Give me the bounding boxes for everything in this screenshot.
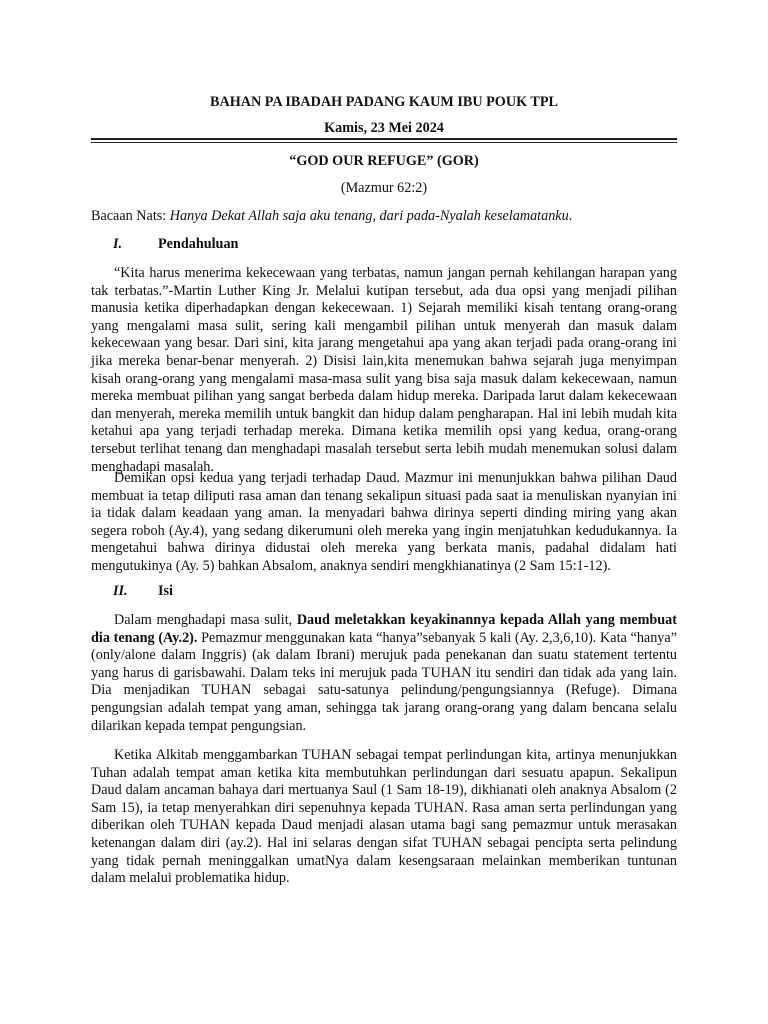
paragraph-isi-2: Ketika Alkitab menggambarkan TUHAN sebagai tempat perlindungan kita, artinya menunjukkan Tuhan adalah tempat aman ketika kita membutuhkan perlindungan dari sesuatu apapun. Sekalipun Daud dalam ancaman bahaya dari mertuanya Saul (1 Sam 18-19), dikhianati oleh anaknya Absalom (2 Sam 15), ia tetap menyerahkan diri sepenuhnya kepada TUHAN. Rasa aman serta perlindungan yang diberikan oleh TUHAN kepada Daud menjadi alasan utama bagi sang pemazmur untuk merasakan ketenangan dalam diri (ay.2). Hal ini selaras dengan sifat TUHAN sebagai pencipta serta pelindung yang tidak pernah meninggalkan umatNya dalam kesengsaraan melainkan memberikan tuntunan dalam melalui problematika hidup. (91, 747, 677, 887)
document-title: BAHAN PA IBADAH PADANG KAUM IBU POUK TPL (210, 94, 558, 110)
section-title: Isi (158, 583, 173, 599)
paragraph-isi-1 (91, 612, 677, 735)
isi-1-rest: Pemazmur menggunakan kata “hanya”sebanyak 5 kali (Ay. 2,3,6,10). Kata “hanya” (only/alone dalam Inggris) (ak dalam Ibrani) merujuk pada penekanan dan suatu statement tertentu yang harus di garisbawahi. Dalam teks ini merujuk pada TUHAN itu sendiri dan tidak ada yang lain. Dia menjadikan TUHAN sebagai satu-satunya pelindung/pengungsiannya (Refuge). Dimana pengungsian adalah tempat yang aman, sehingga tak jarang orang-orang yang dalam bencana selalu dilarikan kepada tempat pengungsian. (91, 629, 678, 734)
bacaan-label: Bacaan Nats: (91, 208, 170, 224)
document-date: Kamis, 23 Mei 2024 (324, 120, 444, 136)
rule-thin (91, 142, 677, 143)
rule-thick (91, 138, 677, 140)
isi-1-start: Dalam menghadapi masa sulit, (114, 612, 297, 628)
paragraph-intro-2: Demikan opsi kedua yang terjadi terhadap Daud. Mazmur ini menunjukkan bahwa pilihan Daud membuat ia tetap diliputi rasa aman dan tenang sekalipun situasi pada saat ia menuliskan nyanyian ini ia tidak dalam keadaan yang aman. Ia menyadari bahwa dirinya seperti dinding miring yang akan segera roboh (Ay.4), yang sedang dikerumuni oleh mereka yang ingin menjatuhkan kedudukannya. Ia mengetahui bahwa dirinya didustai oleh mereka yang berkata manis, padahal didalam hati mengutukinya (Ay. 5) bahkan Absalom, anaknya sendiri mengkhianatinya (2 Sam 15:1-12). (91, 470, 677, 574)
bacaan-nats (91, 208, 677, 226)
section-title: Pendahuluan (158, 236, 239, 252)
theme-title: “GOD OUR REFUGE” (GOR) (289, 153, 479, 169)
paragraph-intro-1: “Kita harus menerima kekecewaan yang terbatas, namun jangan pernah kehilangan harapan yang tak terbatas.”-Martin Luther King Jr. Melalui kutipan tersebut, ada dua opsi yang menjadi pilihan manusia ketika diperhadapkan dengan kekecewaan. 1) Sejarah memiliki kisah tentang orang-orang yang mengalami masa sulit, sering kali mengambil pilihan untuk menyerah dan masuk dalam kekecewaan yang besar. Dari sini, kita jarang mengetahui apa yang akan terjadi pada orang-orang ini jika mereka benar-benar menyerah. 2) Disisi lain,kita menemukan bahwa sejarah juga menyimpan kisah orang-orang yang mengalami masa-masa sulit yang bisa saja masuk dalam kekecewaan, namun mereka membuat pilihan yang sangat berbeda dalam hidup mereka. Daripada larut dalam kekecewaan dan menyerah, mereka memilih untuk bangkit dan hidup dalam pengharapan. Hal ini lebih mudah kita ketahui apa yang terjadi terhadap mereka. Dimana ketika memilih opsi yang kedua, orang-orang tersebut terlihat tenang dan menghadapi masalah tersebut serta lebih mudah menemukan solusi dalam menghadapi masalah. (91, 265, 677, 475)
scripture-reference: (Mazmur 62:2) (340, 180, 428, 196)
double-rule-divider (91, 138, 677, 142)
bacaan-end: . (568, 208, 573, 224)
isi-1-bold: Daud meletakkan keyakinannya kepada Allah yang membuat dia tenang (Ay.2). (91, 612, 677, 646)
section-number: II. (113, 583, 128, 599)
section-number: I. (113, 236, 123, 252)
bacaan-text: Hanya Dekat Allah saja aku tenang, dari pada-Nyalah keselamatanku (169, 208, 569, 224)
